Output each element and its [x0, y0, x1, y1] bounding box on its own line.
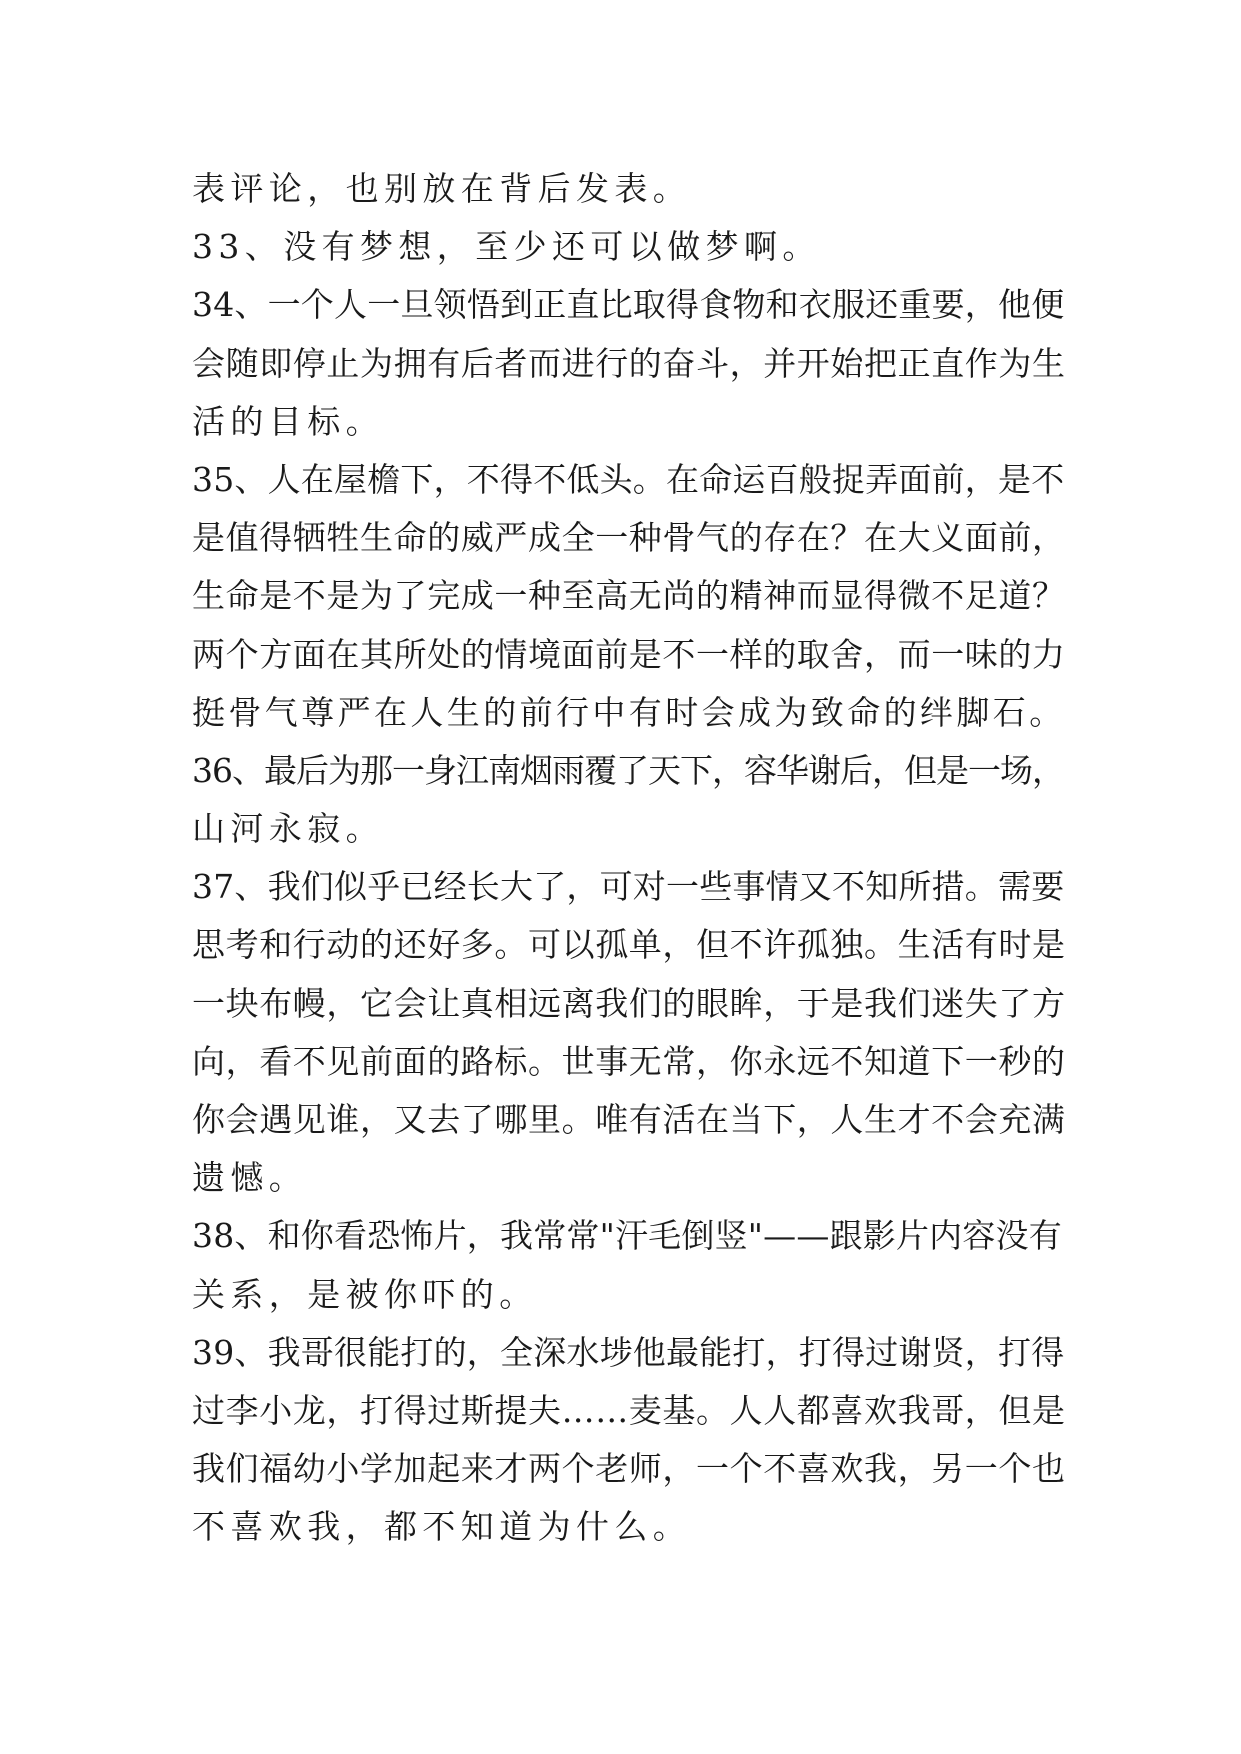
text-line: 37、我们似乎已经长大了，可对一些事情又不知所措。需要: [192, 867, 1065, 907]
text-line: 34、一个人一旦领悟到正直比取得食物和衣服还重要，他便: [192, 285, 1065, 325]
text-line: 你会遇见谁，又去了哪里。唯有活在当下，人生才不会充满: [192, 1100, 1066, 1139]
text-line: 表评论，也别放在背后发表。: [192, 169, 692, 208]
text-line: 35、人在屋檐下，不得不低头。在命运百般捉弄面前，是不: [192, 459, 1065, 499]
text-line: 挺骨气尊严在人生的前行中有时会成为致命的绊脚石。: [192, 692, 1066, 732]
text-line: 36、最后为那一身江南烟雨覆了天下，容华谢后，但是一场，: [192, 750, 1064, 790]
document-body: [192, 160, 1072, 1557]
text-line: 活的目标。: [192, 401, 384, 441]
text-line: 会随即停止为拥有后者而进行的奋斗，并开始把正直作为生: [192, 343, 1066, 383]
text-line: 过李小龙，打得过斯提夫……麦基。人人都喜欢我哥，但是: [192, 1390, 1066, 1430]
text-line: 山河永寂。: [192, 809, 384, 849]
text-line: 不喜欢我，都不知道为什么。: [192, 1507, 692, 1547]
text-line: 关系，是被你吓的。: [192, 1274, 538, 1314]
text-line: 生命是不是为了完成一种至高无尚的精神而显得微不足道？: [192, 576, 1066, 616]
text-line: 38、和你看恐怖片，我常常"汗毛倒竖"——跟影片内容没有: [192, 1216, 1062, 1256]
text-line: 向，看不见前面的路标。世事无常，你永远不知道下一秒的: [192, 1041, 1066, 1081]
text-line: 一块布幔，它会让真相远离我们的眼眸，于是我们迷失了方: [192, 983, 1066, 1023]
text-line: 两个方面在其所处的情境面前是不一样的取舍，而一味的力: [192, 634, 1066, 674]
text-line: 39、我哥很能打的，全深水埗他最能打，打得过谢贤，打得: [192, 1332, 1065, 1372]
text-line: 33、没有梦想，至少还可以做梦啊。: [192, 227, 821, 267]
text-line: 思考和行动的还好多。可以孤单，但不许孤独。生活有时是: [192, 925, 1066, 965]
text-line: 我们福幼小学加起来才两个老师，一个不喜欢我，另一个也: [192, 1449, 1066, 1489]
text-line: 是值得牺牲生命的威严成全一种骨气的存在？在大义面前，: [192, 518, 1066, 558]
text-line: 遗憾。: [192, 1158, 308, 1198]
